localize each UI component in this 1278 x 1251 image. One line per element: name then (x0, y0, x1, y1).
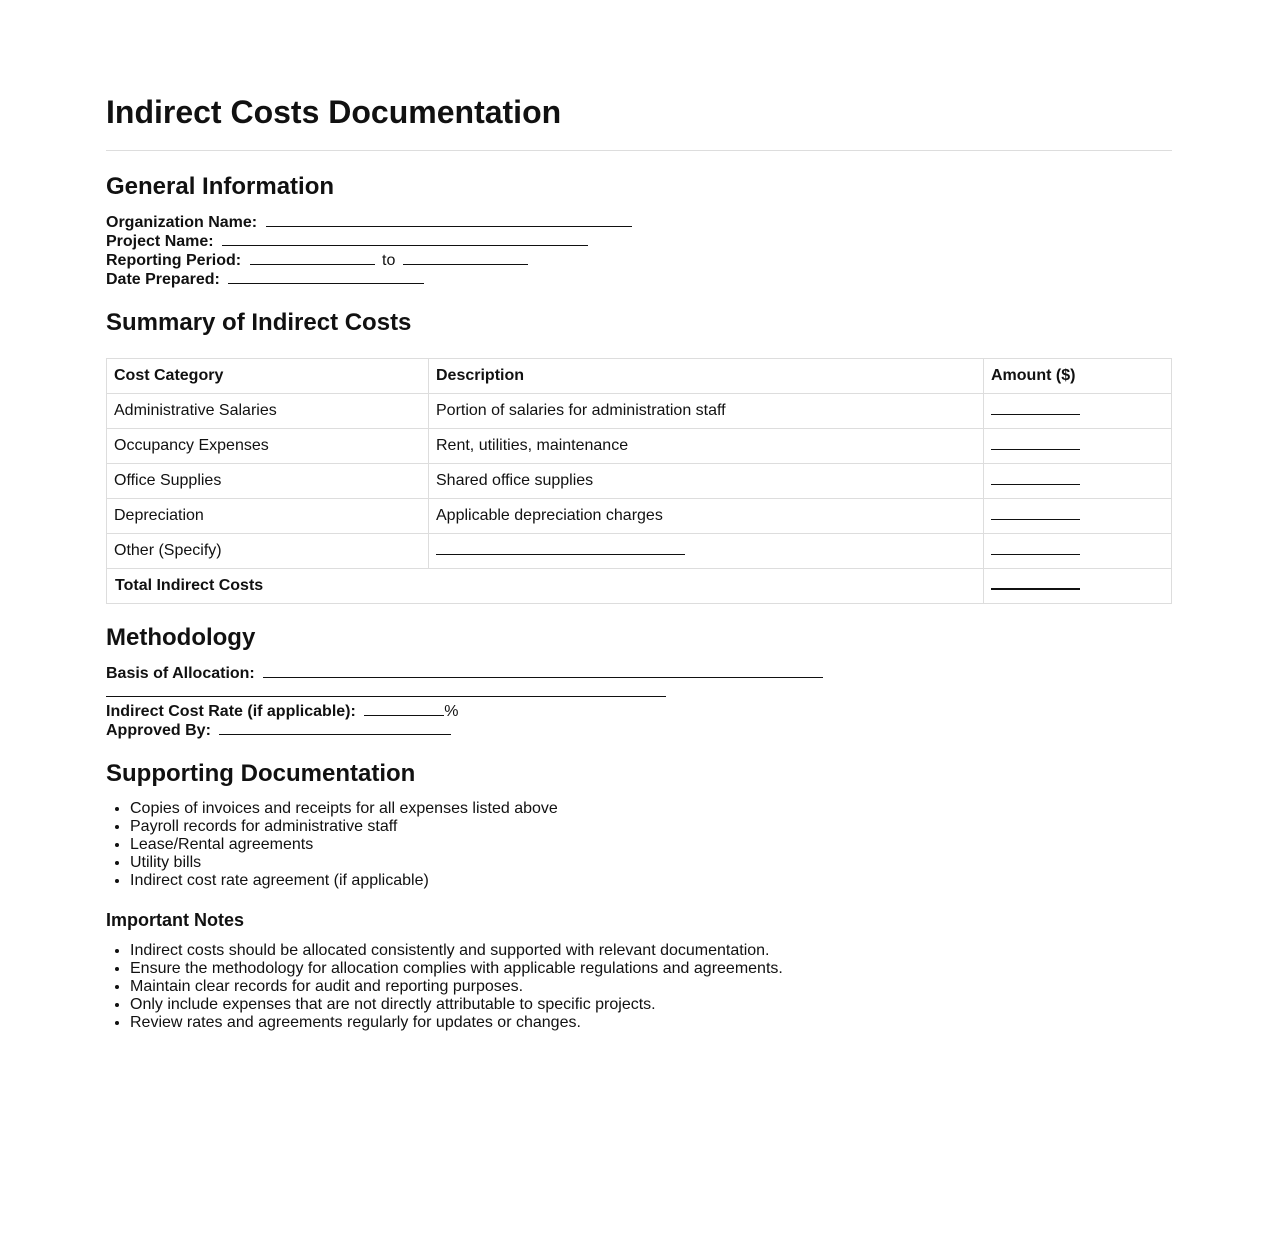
list-item: • Review rates and agreements regularly for updates or changes. (130, 1014, 1172, 1032)
column-header-category: Cost Category (107, 359, 429, 394)
project-name-label: Project Name: (106, 233, 214, 250)
org-name-label: Organization Name: (106, 214, 258, 231)
category-cell: Other (Specify) (107, 534, 429, 569)
period-to-text: to (382, 252, 396, 269)
amount-cell (984, 534, 1172, 569)
reporting-period-row (106, 251, 1172, 270)
description-cell: Shared office supplies (429, 464, 984, 499)
list-item: • Maintain clear records for audit and reporting purposes. (130, 978, 1172, 996)
indirect-costs-table (106, 358, 1172, 604)
amount-field[interactable] (991, 441, 1080, 450)
rate-percent-sign: % (444, 703, 459, 720)
rate-label: Indirect Cost Rate (if applicable): (106, 703, 356, 720)
list-item: • Indirect cost rate agreement (if applicable) (130, 872, 1172, 890)
list-item: • Ensure the methodology for allocation complies with applicable regulations and agreements. (130, 960, 1172, 978)
reporting-period-label: Reporting Period: (106, 252, 242, 269)
notes-list (106, 942, 1172, 1032)
org-name-field[interactable] (266, 213, 632, 227)
total-amount-field[interactable] (991, 580, 1080, 590)
list-item: • Indirect costs should be allocated consistently and supported with relevant documentation. (130, 942, 1172, 960)
methodology-heading: Methodology (106, 624, 256, 651)
list-item: • Utility bills (130, 854, 1172, 872)
table-header-row (107, 359, 1172, 394)
rate-row (106, 702, 1172, 721)
amount-field[interactable] (991, 476, 1080, 485)
amount-cell (984, 394, 1172, 429)
amount-field[interactable] (991, 406, 1080, 415)
basis-label: Basis of Allocation: (106, 665, 255, 682)
basis-row (106, 664, 1172, 683)
list-item: • Payroll records for administrative staff (130, 818, 1172, 836)
table-row (107, 534, 1172, 569)
general-info-fields (106, 213, 1172, 289)
amount-cell (984, 499, 1172, 534)
description-cell: Portion of salaries for administration staff (429, 394, 984, 429)
basis-field[interactable] (263, 664, 823, 678)
table-row (107, 394, 1172, 429)
list-item: • Only include expenses that are not directly attributable to specific projects. (130, 996, 1172, 1014)
amount-field[interactable] (991, 546, 1080, 555)
table-row (107, 429, 1172, 464)
category-cell: Depreciation (107, 499, 429, 534)
list-item: • Copies of invoices and receipts for all expenses listed above (130, 800, 1172, 818)
project-name-field[interactable] (222, 232, 588, 246)
notes-heading: Important Notes (106, 910, 245, 930)
basis-continuation-row (106, 683, 1172, 702)
approved-row (106, 721, 1172, 740)
description-cell (429, 534, 984, 569)
approved-label: Approved By: (106, 722, 211, 739)
methodology-fields (106, 664, 1172, 740)
amount-field[interactable] (991, 511, 1080, 520)
total-amount-cell (984, 569, 1172, 604)
date-prepared-field[interactable] (228, 270, 424, 284)
period-start-field[interactable] (250, 251, 375, 265)
date-prepared-label: Date Prepared: (106, 271, 220, 288)
other-description-field[interactable] (436, 546, 685, 555)
amount-cell (984, 429, 1172, 464)
total-row (107, 569, 1172, 604)
project-name-row (106, 232, 1172, 251)
basis-field-line-2[interactable] (106, 683, 666, 697)
total-label: Total Indirect Costs (115, 577, 264, 594)
category-cell: Occupancy Expenses (107, 429, 429, 464)
category-cell: Office Supplies (107, 464, 429, 499)
description-cell: Rent, utilities, maintenance (429, 429, 984, 464)
supporting-list (106, 800, 1172, 890)
total-label-cell (107, 569, 984, 604)
period-end-field[interactable] (403, 251, 528, 265)
list-item: • Lease/Rental agreements (130, 836, 1172, 854)
summary-heading: Summary of Indirect Costs (106, 309, 412, 336)
supporting-heading: Supporting Documentation (106, 760, 416, 787)
general-info-heading: General Information (106, 173, 335, 200)
amount-cell (984, 464, 1172, 499)
table-row (107, 464, 1172, 499)
date-prepared-row (106, 270, 1172, 289)
org-name-row (106, 213, 1172, 232)
category-cell: Administrative Salaries (107, 394, 429, 429)
rate-field[interactable] (364, 702, 444, 716)
approved-field[interactable] (219, 721, 451, 735)
column-header-description: Description (429, 359, 984, 394)
page-title: Indirect Costs Documentation (106, 92, 1172, 151)
column-header-amount: Amount ($) (984, 359, 1172, 394)
table-row (107, 499, 1172, 534)
description-cell: Applicable depreciation charges (429, 499, 984, 534)
